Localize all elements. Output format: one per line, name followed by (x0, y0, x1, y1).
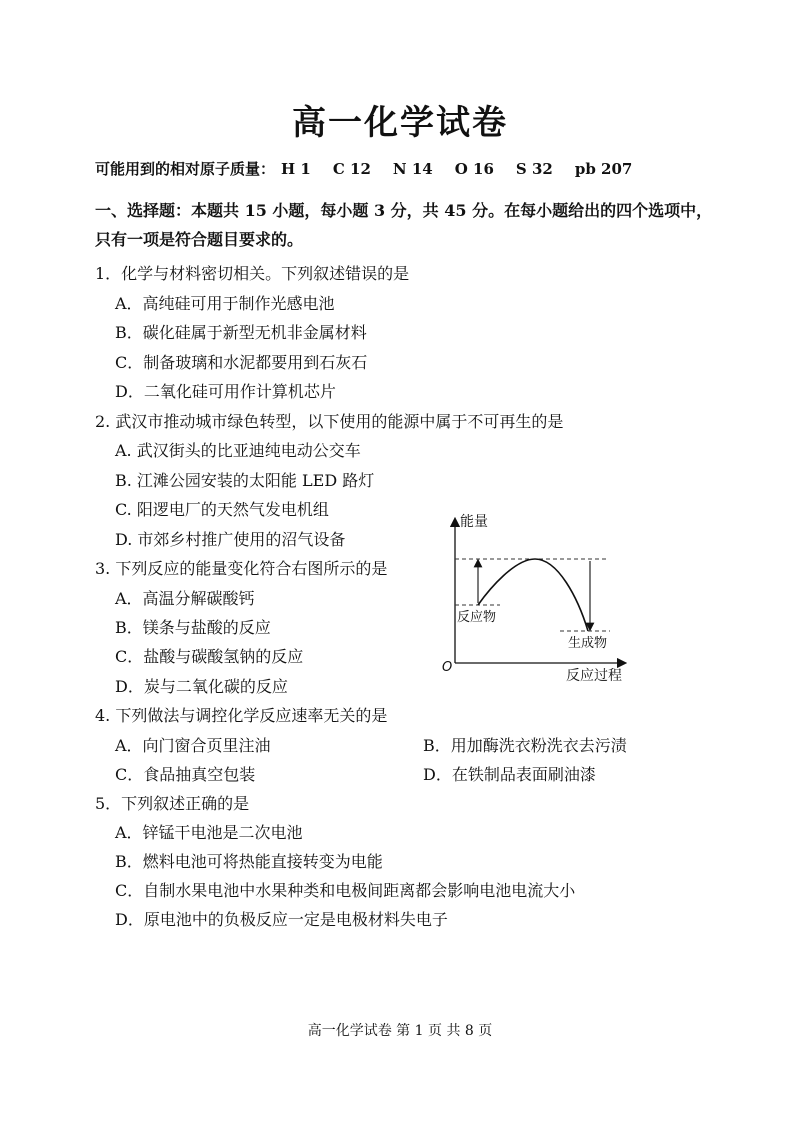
mass-c: C 12 (332, 160, 371, 178)
page-footer: 高一化学试卷 第 1 页 共 8 页 (307, 1023, 493, 1039)
question-5-stem: 5．下列叙述正确的是 (95, 794, 250, 813)
question-5-option-b: B．燃料电池可将热能直接转变为电能 (115, 852, 383, 871)
question-3-option-b: B．镁条与盐酸的反应 (115, 618, 271, 637)
question-1-stem: 1．化学与材料密切相关。下列叙述错误的是 (95, 264, 410, 283)
mass-o: O 16 (454, 160, 494, 178)
x-axis-label: 反应过程 (566, 668, 622, 684)
mass-h: H 1 (281, 160, 311, 178)
origin-label: O (442, 660, 453, 675)
question-2-option-a: A. 武汉街头的比亚迪纯电动公交车 (115, 441, 361, 460)
question-4-stem: 4. 下列做法与调控化学反应速率无关的是 (95, 706, 388, 725)
mass-s: S 32 (515, 160, 553, 178)
question-2-option-b: B. 江滩公园安装的太阳能 LED 路灯 (115, 471, 375, 490)
reactant-label: 反应物 (457, 610, 497, 625)
question-5-option-c: C．自制水果电池中水果种类和电极间距离都会影响电池电流大小 (115, 881, 576, 900)
question-2-stem: 2. 武汉市推动城市绿色转型，以下使用的能源中属于不可再生的是 (95, 412, 564, 431)
question-3-option-a: A．高温分解碳酸钙 (115, 589, 255, 608)
product-label: 生成物 (568, 636, 608, 651)
atomic-masses-label: 可能用到的相对原子质量： (95, 160, 276, 178)
section-header: 一、选择题：本题共 15 小题，每小题 3 分，共 45 分。在每小题给出的四个选项中，只有一项是符合题目要求的。 (95, 201, 713, 249)
question-5-option-a: A．锌锰干电池是二次电池 (115, 823, 303, 842)
question-3-option-d: D．炭与二氧化碳的反应 (115, 677, 288, 696)
mass-n: N 14 (392, 160, 433, 178)
question-1-option-a: A．高纯硅可用于制作光感电池 (115, 294, 335, 313)
question-1-option-d: D．二氧化硅可用作计算机芯片 (115, 382, 336, 401)
question-4-option-d: D．在铁制品表面刷油漆 (423, 765, 596, 784)
page-title: 高一化学试卷 (292, 103, 508, 143)
question-3-stem: 3. 下列反应的能量变化符合右图所示的是 (95, 559, 388, 578)
mass-pb: pb 207 (574, 160, 633, 178)
question-2-option-d: D. 市郊乡村推广使用的沼气设备 (115, 530, 346, 549)
question-4-option-b: B．用加酶洗衣粉洗衣去污渍 (423, 736, 627, 755)
atomic-masses-line (95, 158, 654, 179)
question-1-option-c: C．制备玻璃和水泥都要用到石灰石 (115, 353, 368, 372)
question-3-option-c: C．盐酸与碳酸氢钠的反应 (115, 647, 304, 666)
y-axis-label: 能量 (460, 514, 488, 530)
question-2-option-c: C. 阳逻电厂的天然气发电机组 (115, 500, 329, 519)
question-5-option-d: D．原电池中的负极反应一定是电极材料失电子 (115, 910, 448, 929)
question-1-option-b: B．碳化硅属于新型无机非金属材料 (115, 323, 367, 342)
question-4-option-a: A．向门窗合页里注油 (115, 736, 271, 755)
question-4-option-c: C．食品抽真空包装 (115, 765, 256, 784)
energy-diagram (430, 508, 630, 686)
